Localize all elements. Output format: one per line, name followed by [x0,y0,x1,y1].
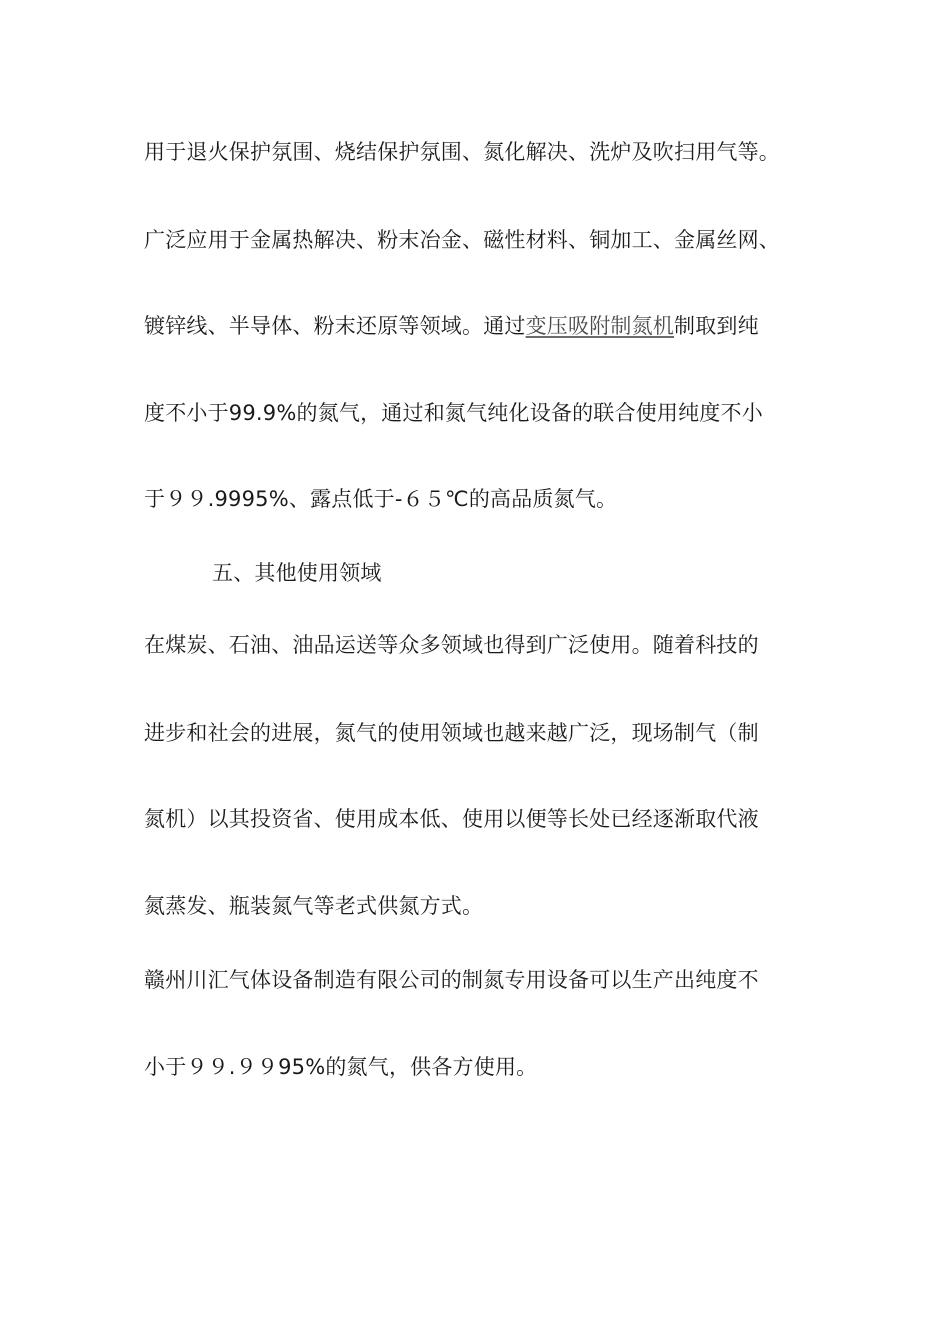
paragraph-line-5: 于９９.9995%、露点低于-６５℃的高品质氮气。 [144,487,618,511]
line-3-text-before: 镀锌线、半导体、粉末还原等领域。通过 [144,314,526,338]
paragraph-line-4: 度不小于99.9%的氮气，通过和氮气纯化设备的联合使用纯度不小 [144,401,763,425]
paragraph-line-1: 用于退火保护氛围、烧结保护氛围、氮化解决、洗炉及吹扫用气等。 [144,140,780,164]
paragraph-line-3 [144,311,759,341]
paragraph-line-8: 氮机）以其投资省、使用成本低、使用以便等长处已经逐渐取代液 [144,807,759,831]
paragraph-line-9: 氮蒸发、瓶装氮气等老式供氮方式。 [144,894,484,918]
section-heading: 五、其他使用领域 [212,561,382,585]
paragraph-line-2: 广泛应用于金属热解决、粉末冶金、磁性材料、铜加工、金属丝网、 [144,228,780,252]
paragraph-line-10: 赣州川汇气体设备制造有限公司的制氮专用设备可以生产出纯度不 [144,968,759,992]
paragraph-line-7: 进步和社会的进展，氮气的使用领域也越来越广泛，现场制气（制 [144,721,759,745]
paragraph-line-11: 小于９９.９９95%的氮气，供各方使用。 [144,1055,538,1079]
paragraph-line-6: 在煤炭、石油、油品运送等众多领域也得到广泛使用。随着科技的 [144,633,759,657]
line-3-text-after: 制取到纯 [674,314,759,338]
psa-nitrogen-generator-link[interactable]: 变压吸附制氮机 [525,314,675,338]
